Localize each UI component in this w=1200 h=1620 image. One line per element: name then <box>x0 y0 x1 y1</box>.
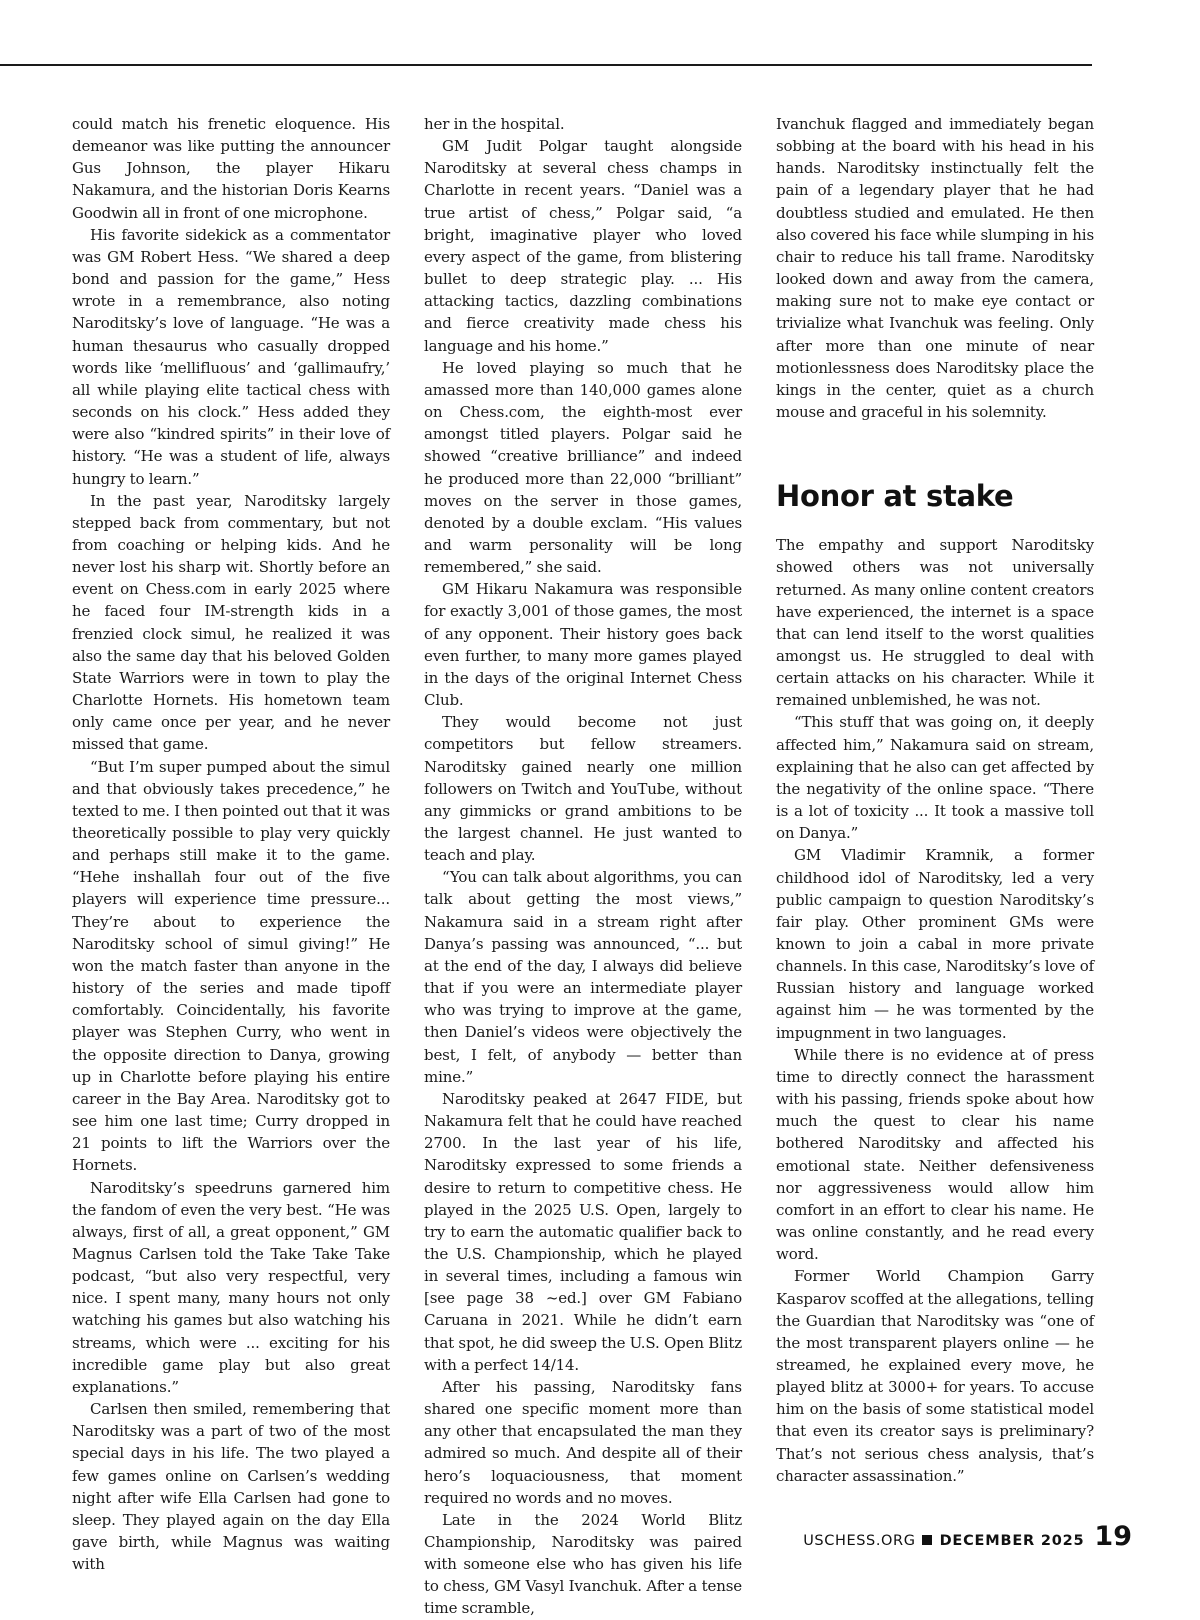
paragraph: GM Vladimir Kramnik, a former childhood idol of Naroditsky, led a very public campaign to question Naroditsky’s fair play. Other prominent GMs were known to join a cabal in more private channels. In this case, Naroditsky’s love of Russian history and language worked against him — he was tormented by the impugnment in two languages. <box>776 846 1094 1042</box>
page-footer <box>803 1521 1132 1552</box>
paragraph: Naroditsky’s speedruns garnered him the fandom of even the very best. “He was always, first of all, a great opponent,” GM Magnus Carlsen told the Take Take Take podcast, “but also very respectful, very nice. I spent many, many hours not only watching his games but also watching his streams, which were ... exciting for his incredible game play but also great explanations.” <box>72 1178 390 1396</box>
paragraph: Ivanchuk flagged and immediately began sobbing at the board with his head in his hands. Naroditsky instinctually felt the pain of a legendary player that he had doubtless studied and emulated. He then also covered his face while slumping in his chair to reduce his tall frame. Naroditsky looked down and away from the camera, making sure not to make eye contact or trivialize what Ivanchuk was feeling. Only after more than one minute of near motionlessness does Naroditsky place the kings in the center, quiet as a church mouse and graceful in his solemnity. <box>776 115 1094 422</box>
paragraph: could match his frenetic eloquence. His demeanor was like putting the announcer Gus Johnson, the player Hikaru Nakamura, and the historian Doris Kearns Goodwin all in front of one microphone. <box>72 115 390 222</box>
paragraph: GM Hikaru Nakamura was responsible for exactly 3,001 of those games, the most of any opponent. Their history goes back even further, to many more games played in the days of the original Internet Chess Club. <box>424 580 742 710</box>
paragraph: He loved playing so much that he amassed more than 140,000 games alone on Chess.com, the eighth-most ever amongst titled players. Polgar said he showed “creative brilliance” and indeed he produced more than 22,000 “brilliant” moves on the server in those games, denoted by a double exclam. “His values and warm personality will be long remembered,” she said. <box>424 358 742 577</box>
article-column-2 <box>424 113 742 1620</box>
paragraph: The empathy and support Naroditsky showed others was not universally returned. As many online content creators have experienced, the internet is a space that can lend itself to the worst qualities amongst us. He struggled to deal with certain attacks on his character. While it remained unblemished, he was not. <box>776 536 1094 710</box>
paragraph: “But I’m super pumped about the simul and that obviously takes precedence,” he texted to me. I then pointed out that it was theoretically possible to play very quickly and perhaps still make it to the game. “Hehe inshallah four out of the five players will experience time pressure... They’re about to experience the Naroditsky school of simul giving!” He won the match faster than anyone in the history of the series and made tipoff comfortably. Coincidentally, his favorite player was Stephen Curry, who went in the opposite direction to Danya, growing up in Charlotte before playing his entire career in the Bay Area. Naroditsky got to see him one last time; Curry dropped in 21 points to lift the Warriors over the Hornets. <box>72 757 390 1175</box>
paragraph: “This stuff that was going on, it deeply affected him,” Nakamura said on stream, explaining that he also can get affected by the negativity of the online space. “There is a lot of toxicity ... It took a massive toll on Danya.” <box>776 713 1094 843</box>
paragraph: His favorite sidekick as a commentator was GM Robert Hess. “We shared a deep bond and passion for the game,” Hess wrote in a remembrance, also noting Naroditsky’s love of language. “He was a human thesaurus who casually dropped words like ‘mellifluous’ and ‘gallimaufry,’ all while playing elite tactical chess with seconds on his clock.” Hess added they were also “kindred spirits” in their love of history. “He was a student of life, always hungry to learn.” <box>72 225 390 488</box>
paragraph: Late in the 2024 World Blitz Championship, Naroditsky was paired with someone else who has given his life to chess, GM Vasyl Ivanchuk. After a tense time scramble, <box>424 1510 742 1618</box>
paragraph: “You can talk about algorithms, you can talk about getting the most views,” Nakamura said in a stream right after Danya’s passing was announced, “... but at the end of the day, I always did believe that if you were an intermediate player who was trying to improve at the game, then Daniel’s videos were objectively the best, I felt, of anybody — better than mine.” <box>424 868 742 1086</box>
paragraph: While there is no evidence at of press time to directly connect the harassment with his passing, friends spoke about how much the quest to clear his name bothered Naroditsky and affected his emotional state. Neither defensiveness nor aggressiveness would allow him comfort in an effort to clear his name. He was online constantly, and he read every word. <box>776 1045 1094 1264</box>
paragraph: her in the hospital. <box>424 115 565 133</box>
page-number: 19 <box>1094 1521 1132 1552</box>
section-heading: Honor at stake <box>776 479 1014 514</box>
article-column-1 <box>72 113 390 1575</box>
paragraph: Naroditsky peaked at 2647 FIDE, but Nakamura felt that he could have reached 2700. In the last year of his life, Naroditsky expressed to some friends a desire to return to competitive chess. He played in the 2025 U.S. Open, largely to try to earn the automatic qualifier back to the U.S. Championship, which he played in several times, including a famous win [see page 38 ~ed.] over GM Fabiano Caruana in 2021. While he didn’t earn that spot, he did sweep the U.S. Open Blitz with a perfect 14/14. <box>424 1089 742 1374</box>
top-rule <box>0 64 1092 66</box>
paragraph: Carlsen then smiled, remembering that Naroditsky was a part of two of the most special days in his life. The two played a few games online on Carlsen’s wedding night after wife Ella Carlsen had gone to sleep. They played again on the day Ella gave birth, while Magnus was waiting with <box>72 1400 390 1574</box>
paragraph: In the past year, Naroditsky largely stepped back from commentary, but not from coaching or helping kids. And he never lost his sharp wit. Shortly before an event on Chess.com in early 2025 where he faced four IM-strength kids in a frenzied clock simul, he realized it was also the same day that his beloved Golden State Warriors were in town to play the Charlotte Hornets. His hometown team only came once per year, and he never missed that game. <box>72 491 390 754</box>
footer-issue: DECEMBER 2025 <box>939 1533 1085 1549</box>
paragraph: GM Judit Polgar taught alongside Naroditsky at several chess champs in Charlotte in recent years. “Daniel was a true artist of chess,” Polgar said, “a bright, imaginative player who loved every aspect of the game, from blistering bullet to deep strategic play. ... His attacking tactics, dazzling combinations and fierce creativity made chess his language and his home.” <box>424 137 742 355</box>
paragraph: After his passing, Naroditsky fans shared one specific moment more than any other that encapsulated the man they admired so much. And despite all of their hero’s loquaciousness, that moment required no words and no moves. <box>424 1377 742 1507</box>
article-column-3 <box>776 113 1094 1487</box>
paragraph: Former World Champion Garry Kasparov scoffed at the allegations, telling the Guardian that Naroditsky was “one of the most transparent players online — he streamed, he explained every move, he played blitz at 3000+ for years. To accuse him on the basis of some statistical model that even its creator says is preliminary? That’s not serious chess analysis, that’s character assassination.” <box>776 1267 1094 1485</box>
footer-site: USCHESS.ORG <box>803 1533 916 1549</box>
footer-square-separator <box>922 1535 932 1545</box>
paragraph: They would become not just competitors but fellow streamers. Naroditsky gained nearly one million followers on Twitch and YouTube, without any gimmicks or grand ambitions to be the largest channel. He just wanted to teach and play. <box>424 713 742 865</box>
